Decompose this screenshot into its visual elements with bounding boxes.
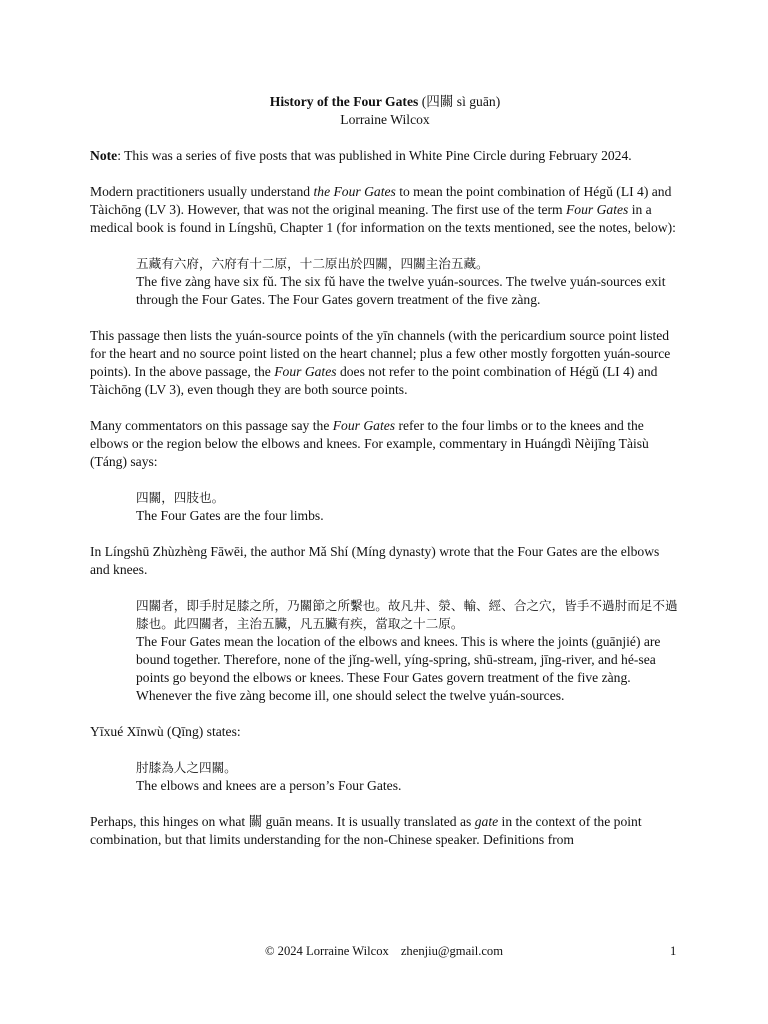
text-run: refer to the four limbs or to the knees and the elbows or the region below the elbows and knees. For example, commentary in Huángdì Nèijīng Tàisù (Táng) says: (90, 418, 649, 469)
paragraph-6 (90, 813, 680, 849)
text-run: This passage then lists the yuán-source points of the yīn channels (with the pericardium source point listed for the heart and no source point listed on the heart channel; plus a few other mostly forgotten yuán-source points). In the above passage, the (90, 328, 671, 379)
footer-credit (0, 942, 768, 960)
quote-english: The Four Gates mean the location of the elbows and knees. This is where the joints (guānjié) are bound together. Therefore, none of the jǐng-well, yíng-spring, shū-stream, jīng-river, and hé-sea points go beyond the elbows or knees. These Four Gates govern treatment of the five zàng. Whenever the five zàng become ill, one should select the twelve yuán-sources. (136, 634, 661, 703)
block-quote-3 (136, 597, 680, 705)
title-main: History of the Four Gates (269, 94, 419, 109)
italic-term: Four Gates (274, 364, 337, 379)
text-run: in the context of the point combination, but that limits understanding for the non-Chinese speaker. Definitions from (90, 814, 642, 847)
quote-chinese: 肘膝為人之四關。 (136, 760, 237, 775)
quote-english: The five zàng have six fǔ. The six fǔ have the twelve yuán-sources. The twelve yuán-sources exit through the Four Gates. The Four Gates govern treatment of the five zàng. (136, 274, 666, 307)
footer-email: zhenjiu@gmail.com (400, 944, 504, 958)
note-label: Note (90, 148, 118, 163)
block-quote-4 (136, 759, 680, 795)
quote-chinese: 五藏有六府，六府有十二原，十二原出於四關，四關主治五藏。 (136, 256, 489, 271)
italic-term: the Four Gates (313, 184, 396, 199)
author-name: Lorraine Wilcox (340, 112, 430, 127)
quote-english: The elbows and knees are a person’s Four Gates. (136, 778, 402, 793)
title-chinese: (四關 sì guān) (421, 94, 501, 109)
paragraph-3 (90, 417, 680, 471)
italic-term: gate (474, 814, 499, 829)
note-text: : This was a series of five posts that was published in White Pine Circle during February 2024. (117, 148, 632, 163)
block-quote-2 (136, 489, 680, 525)
text-run: Perhaps, this hinges on what (90, 814, 249, 829)
quote-english: The Four Gates are the four limbs. (136, 508, 324, 523)
block-quote-1 (136, 255, 680, 309)
document-title (90, 93, 680, 111)
paragraph-4: In Língshū Zhùzhèng Fāwēi, the author Mǎ Shí (Míng dynasty) wrote that the Four Gates are the elbows and knees. (90, 544, 660, 577)
italic-term: Four Gates (332, 418, 396, 433)
document-page (90, 93, 680, 867)
footer-copyright: © 2024 Lorraine Wilcox (264, 944, 389, 958)
text-run: Many commentators on this passage say the (90, 418, 333, 433)
text-run: in a medical book is found in Língshū, Chapter 1 (for information on the texts mentioned, see the notes, below): (90, 202, 676, 235)
note-paragraph (90, 147, 680, 165)
quote-chinese: 四關者，即手肘足膝之所，乃關節之所繫也。故凡井、滎、輸、經、合之穴，皆手不過肘而足不過膝也。此四關者，主治五臟，凡五臟有疾，當取之十二原。 (136, 598, 678, 631)
text-run: does not refer to the point combination of Hégǔ (LI 4) and Tàichōng (LV 3), even though they are both source points. (90, 364, 658, 397)
title-block (90, 93, 680, 129)
text-run: to mean the point combination of Hégǔ (LI 4) and Tàichōng (LV 3). However, that was not the original meaning. The first use of the term (90, 184, 672, 217)
paragraph-5: Yīxué Xīnwù (Qīng) states: (90, 724, 241, 739)
quote-chinese: 四關，四肢也。 (136, 490, 225, 505)
italic-term: Four Gates (566, 202, 629, 217)
chinese-character: 關 (248, 814, 263, 829)
paragraph-1 (90, 183, 680, 237)
text-run: guān means. It is usually translated as (262, 814, 475, 829)
paragraph-2 (90, 327, 680, 399)
page-number: 1 (670, 944, 677, 958)
page-footer (0, 942, 768, 962)
text-run: Modern practitioners usually understand (90, 184, 314, 199)
